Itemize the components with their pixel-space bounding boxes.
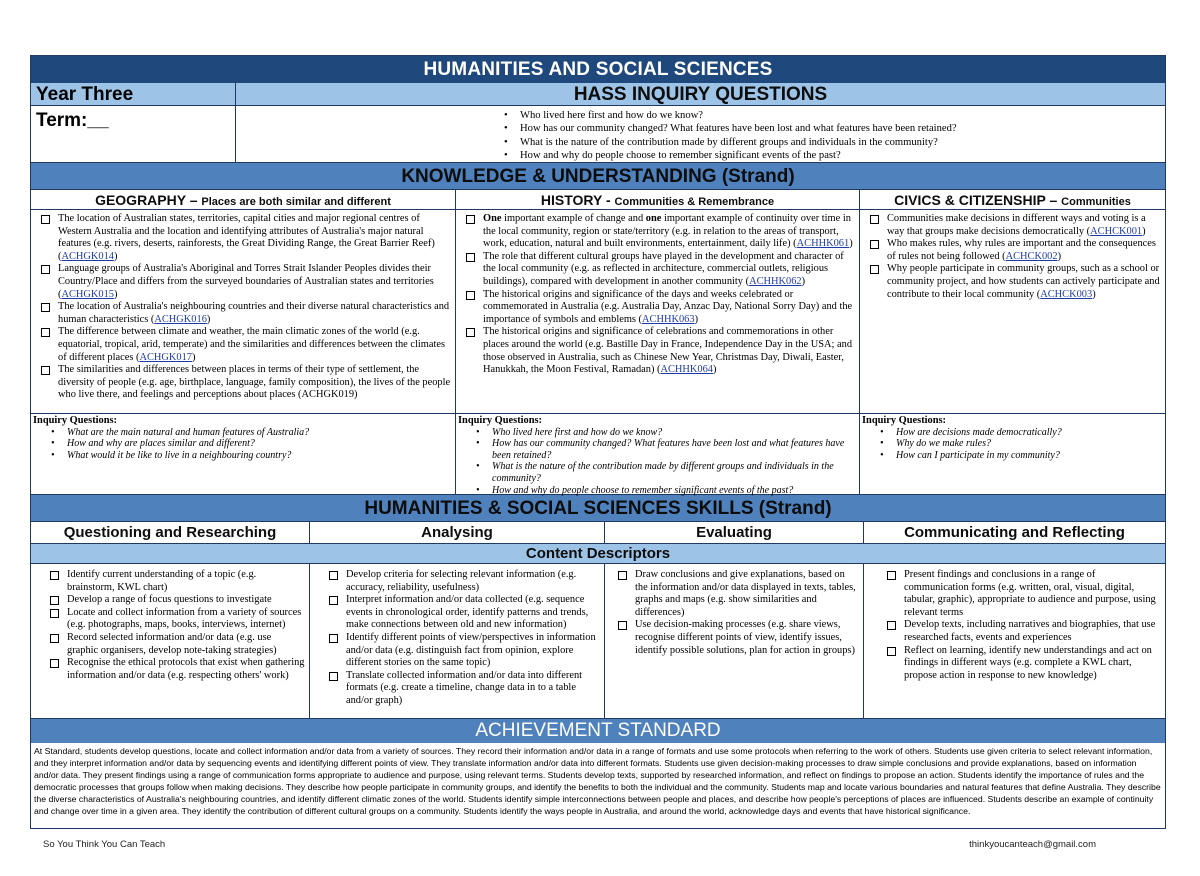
hass-inquiry-question: • How has our community changed? What features have been lost and what features have been retained? [504, 122, 1165, 135]
curriculum-code-link[interactable]: ACHHK062 [749, 275, 802, 287]
skills-strand-heading: HUMANITIES & SOCIAL SCIENCES SKILLS (Strand) [31, 495, 1165, 522]
analysing-list [310, 564, 605, 718]
history-heading: HISTORY - Communities & Remembrance [456, 190, 859, 210]
curriculum-code-link[interactable]: ACHGK015 [61, 288, 115, 300]
list-item: The historical origins and significance of the days and weeks celebrated or commemorated in Australia (e.g. Australia Day, Anzac Day, National Sorry Day) and the importance of symbols and emblems (ACHHK063) [483, 289, 855, 327]
inquiry-question: • How are decisions made democratically? [880, 427, 1161, 439]
skills-header: Analysing [310, 522, 605, 544]
list-item: Translate collected information and/or data into different formats (e.g. create a timeline, change data in to a table and/or graph) [346, 670, 600, 708]
year-row [31, 83, 1165, 106]
list-item: The similarities and differences between places in terms of their type of settlement, the diversity of people (e.g. age, birthplace, language, family composition), the lives of the people who live there, and feelings and perceptions about places (ACHGK019) [58, 364, 451, 401]
curriculum-code-link[interactable]: ACHGK016 [154, 313, 207, 325]
history-subheading: Communities & Remembrance [614, 196, 775, 208]
list-item: Draw conclusions and give explanations, based on the information and/or data displayed in texts, tables, graphs and maps (e.g. show similarities and differences) [635, 569, 859, 619]
curriculum-code-link[interactable]: ACHGK014 [61, 250, 115, 262]
list-item: Develop criteria for selecting relevant information (e.g. accuracy, reliability, usefulness) [346, 569, 600, 594]
list-item: Language groups of Australia's Aboriginal and Torres Strait Islander Peoples divides their Country/Place and differs from the surveyed boundaries of Australian states and territories (ACHGK015) [58, 263, 451, 301]
hass-inquiry-question: • How and why do people choose to remember significant events of the past? [504, 149, 1165, 162]
list-item: Locate and collect information from a variety of sources (e.g. photographs, maps, books, interviews, internet) [67, 607, 305, 632]
civics-column [860, 190, 1165, 494]
questioning-list [31, 564, 310, 718]
history-inquiry [456, 414, 859, 494]
civics-inquiry [860, 414, 1165, 494]
list-item: Why people participate in community groups, such as a school or community project, and how students can actively participate and contribute to their local community (ACHCK003) [887, 263, 1160, 300]
geography-list [31, 210, 455, 414]
communicating-list [864, 564, 1165, 718]
history-column [456, 190, 860, 494]
list-item: The location of Australia's neighbouring countries and their diverse natural characteristics and human characteristics (ACHGK016) [58, 301, 450, 325]
list-item: One important example of change and one important example of continuity over time in the local community, region or state/territory (e.g. in relation to the areas of transport, work, education, natural and built environments, entertainment, daily life) (ACHHK061) [483, 213, 855, 251]
achievement-standard-heading: ACHIEVEMENT STANDARD [31, 719, 1165, 743]
achievement-standard-text: At Standard, students develop questions, locate and collect information and/or data from a variety of sources. They record their information and/or data in a range of formats and use some protocols when referring to the work of others. Students use given criteria to select relevant information, and they interpret information and/or data by sequencing events and identifying different points of view. They translate information and/or data into different formats. Students use given decision-making processes to draw simple conclusions and provide explanations, based on information and/or data. They present findings using a range of communication forms appropriate to audience and purpose, using relevant terms. Students develop texts, supported by researched information, and reflect on findings to propose an action. Students identify the importance of rules and the democratic processes that groups follow when making decisions. They describe how people participate in community groups, and identify the benefits to both the individual and the community. Students map and locate various boundaries and natural features that define Australia. They describe the diverse characteristics of Australia's neighbouring countries, and identify different climatic zones of the world. Students identify simple interconnections between people and places, and describe how people's perceptions of places are influenced. Students describe an example of continuity and change over time in a given area. They identify the contribution of different cultural groups on a community. Students identify the ways people in Australia, and around the world, acknowledge days and events that have historical significance. [34, 746, 1161, 816]
hass-inquiry-question: • What is the nature of the contribution made by different groups and individuals in the community? [504, 136, 1165, 149]
curriculum-code-link[interactable]: ACHHK063 [642, 313, 695, 325]
inquiry-question: • Who lived here first and how do we know? [476, 427, 855, 439]
skills-headers [31, 522, 1165, 544]
list-item: The historical origins and significance of celebrations and commemorations in other places around the world (e.g. Bastille Day in France, Independence Day in the USA; and those observed in Australia, such as Chinese New Year, Christmas Day, Diwali, Easter, Hanukkah, the Moon Festival, Ramadan) (ACHHK064) [483, 326, 855, 376]
list-item: Recognise the ethical protocols that exist when gathering information and/or data (e.g. respecting others' work) [67, 657, 305, 681]
list-item: Communities make decisions in different ways and voting is a way that groups make decisions democratically (ACHCK001) [887, 213, 1161, 238]
term-label: Term:__ [31, 106, 236, 162]
list-item: Develop a range of focus questions to investigate [67, 594, 305, 607]
curriculum-code-link[interactable]: ACHHK064 [660, 364, 714, 376]
list-item: Use decision-making processes (e.g. share views, recognise different points of view, identify issues, identify possible solutions, plan for action in groups) [635, 619, 859, 657]
list-item: Identify current understanding of a topic (e.g. brainstorm, KWL chart) [67, 569, 305, 594]
skills-columns [31, 564, 1165, 719]
curriculum-code-link[interactable]: ACHHK061 [796, 238, 850, 250]
curriculum-code-link[interactable]: ACHCK003 [1040, 288, 1093, 300]
skills-header: Evaluating [605, 522, 864, 544]
list-item: Interpret information and/or data collected (e.g. sequence events in chronological order, identify patterns and trends, make connections between old and new information) [346, 594, 600, 632]
list-item: Identify different points of view/perspectives in information and/or data (e.g. distinguish fact from opinion, explore different stories on the same topic) [346, 632, 600, 670]
inquiry-question: • How has our community changed? What features have been lost and what features have been retained? [476, 438, 855, 461]
page-title: HUMANITIES AND SOCIAL SCIENCES [31, 56, 1165, 83]
curriculum-code-link[interactable]: ACHGK017 [139, 351, 192, 363]
list-item: The location of Australian states, territories, capital cities and major regional centres of Western Australia and the location and identifying attributes of Australia's major natural features (e.g. rivers, deserts, rainforests, the Great Dividing Range, the Great Barrier Reef) (ACHGK014) [58, 213, 451, 263]
skills-header: Communicating and Reflecting [864, 522, 1165, 544]
hass-inquiry-questions [236, 106, 1165, 162]
inquiry-question: • Why do we make rules? [880, 438, 1161, 450]
skills-header: Questioning and Researching [31, 522, 310, 544]
list-item: Who makes rules, why rules are important and the consequences of rules not being followed (ACHCK002) [887, 238, 1161, 263]
evaluating-list [605, 564, 864, 718]
ku-columns [31, 190, 1165, 495]
civics-subheading: Communities [1061, 196, 1131, 208]
planning-sheet [30, 55, 1166, 829]
inquiry-question: • What would it be like to live in a neighbouring country? [51, 450, 451, 462]
list-item: Develop texts, including narratives and biographies, that use researched facts, events and experiences [904, 619, 1161, 644]
geography-inquiry [31, 414, 455, 494]
year-label: Year Three [31, 83, 236, 106]
term-row [31, 106, 1165, 163]
footer-email: thinkyoucanteach@gmail.com [969, 839, 1096, 850]
footer-left: So You Think You Can Teach [43, 839, 166, 850]
inquiry-question: • What are the main natural and human features of Australia? [51, 427, 451, 439]
curriculum-code-link[interactable]: ACHCK002 [1005, 250, 1058, 262]
list-item: Record selected information and/or data (e.g. use graphic organisers, develop note-taking strategies) [67, 632, 305, 657]
inquiry-question: • How can I participate in my community? [880, 450, 1161, 462]
geography-subheading: Places are both similar and different [201, 196, 391, 208]
inquiry-question: • How and why are places similar and different? [51, 438, 451, 450]
list-item: Present findings and conclusions in a range of communication forms (e.g. written, oral, visual, digital, tabular, graphic), appropriate to audience and purpose, using relevant terms [904, 569, 1161, 619]
list-item: Reflect on learning, identify new understandings and act on findings in different ways (e.g. complete a KWL chart, propose action in response to new knowledge) [904, 645, 1161, 683]
civics-list [860, 210, 1165, 414]
inquiry-heading: Inquiry Questions: [33, 415, 118, 426]
geography-column [31, 190, 456, 494]
inquiry-question: • What is the nature of the contribution made by different groups and individuals in the community? [476, 461, 855, 484]
history-list [456, 210, 859, 414]
geography-heading: GEOGRAPHY – Places are both similar and different [31, 190, 455, 210]
curriculum-code-link[interactable]: ACHCK001 [1090, 225, 1143, 237]
list-item: The difference between climate and weather, the main climatic zones of the world (e.g. equatorial, tropical, arid, temperate) and the similarities and differences between the climates of different places (ACHGK017) [58, 326, 451, 364]
ku-strand-heading: KNOWLEDGE & UNDERSTANDING (Strand) [31, 163, 1165, 190]
civics-heading: CIVICS & CITIZENSHIP – Communities [860, 190, 1165, 210]
content-descriptors-heading: Content Descriptors [31, 544, 1165, 564]
hass-inquiry-heading: HASS INQUIRY QUESTIONS [236, 83, 1165, 106]
inquiry-heading: Inquiry Questions: [458, 415, 543, 426]
list-item: The role that different cultural groups have played in the development and character of the local community (e.g. as reflected in architecture, commercial outlets, religious buildings), compared with development in another community (ACHHK062) [483, 251, 855, 289]
inquiry-question: • How and why do people choose to remember significant events of the past? [476, 485, 855, 497]
hass-inquiry-question: • Who lived here first and how do we know? [504, 109, 1165, 122]
inquiry-heading: Inquiry Questions: [862, 415, 947, 426]
